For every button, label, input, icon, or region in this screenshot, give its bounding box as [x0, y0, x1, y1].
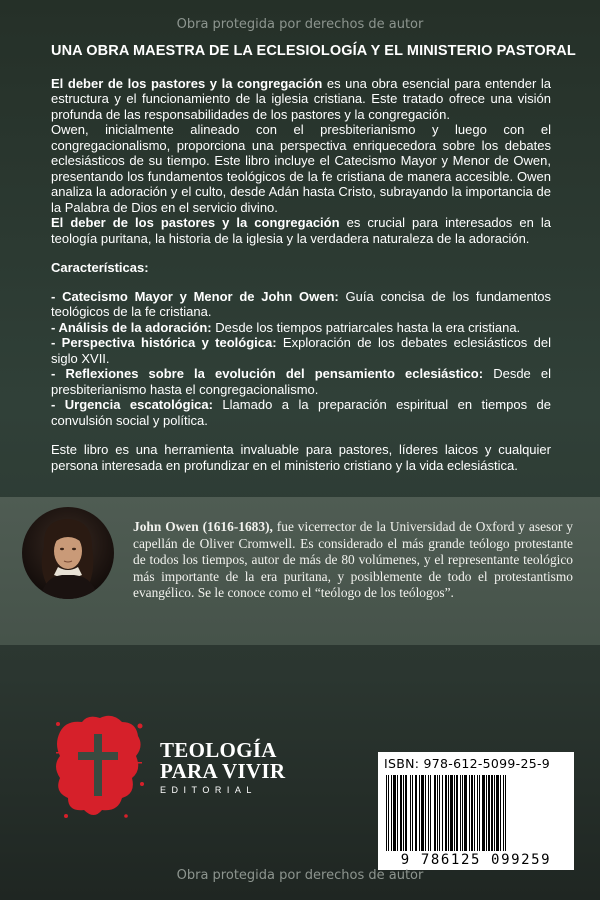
feature-item	[51, 397, 551, 428]
copyright-watermark-top: Obra protegida por derechos de autor	[176, 17, 424, 32]
feature-item	[51, 366, 551, 397]
relevance-paragraph	[51, 215, 551, 246]
publisher-line-2: PARA VIVIR	[160, 759, 286, 783]
publisher-logo-text	[160, 740, 285, 795]
author-name: John Owen (1616-1683),	[133, 519, 273, 534]
author-bio	[133, 519, 573, 602]
feature-label: - Perspectiva histórica y teológica:	[51, 335, 277, 350]
feature-text: Desde los tiempos patriarcales hasta la era cristiana.	[211, 319, 521, 335]
publisher-line-3: EDITORIAL	[160, 785, 257, 795]
publisher-logo-icon	[52, 712, 144, 822]
feature-label: - Reflexiones sobre la evolución del pensamiento eclesiástico:	[51, 366, 484, 381]
copyright-watermark-bottom: Obra protegida por derechos de autor	[176, 868, 424, 883]
feature-item	[51, 335, 551, 366]
closing-paragraph: Este libro es una herramienta invaluable para pastores, líderes laicos y cualquier persona interesada en profundizar en el ministerio cristiano y la vida eclesiástica.	[51, 442, 551, 473]
book-title-bold: El deber de los pastores y la congregación	[51, 75, 323, 91]
back-cover-description	[51, 43, 576, 473]
intro-text: es una obra esencial para entender la estructura y el funcionamiento de la iglesia cristiana. Este tratado ofrece una visión profunda de las responsabilidades de los pastores y la congregación.	[51, 75, 551, 122]
barcode-digits: 9 786125 099259	[400, 852, 552, 868]
feature-label: - Análisis de la adoración:	[51, 319, 212, 335]
author-bio-text: fue vicerrector de la Universidad de Oxford y asesor y capellán de Oliver Cromwell. Es considerado el más grande teólogo protestante de todos los tiempos, autor de más de 80 volúmenes, y el representante teológico más importante de la era puritana, y posiblemente de todo el protestantismo evangélico. Se le conoce como el “teólogo de los teólogos”.	[133, 519, 573, 600]
features-heading: Características:	[51, 260, 149, 275]
feature-text: Llamado a la preparación espiritual en tiempos de convulsión social y política.	[51, 397, 551, 428]
feature-item	[51, 289, 551, 320]
intro-paragraph	[51, 76, 551, 123]
feature-text: Guía concisa de los fundamentos teológicos de la fe cristiana.	[51, 288, 552, 319]
owen-paragraph: Owen, inicialmente alineado con el presbiterianismo y luego con el congregacionalismo, proporciona una perspectiva enriquecedora sobre los debates eclesiásticos de su tiempo. Este libro incluye el Catecismo Mayor y Menor de Owen, presentando los fundamentos teológicos de la fe cristiana de manera accesible. Owen analiza la adoración y el culto, desde Adán hasta Cristo, subrayando la importancia de la Palabra de Dios en el servicio divino.	[51, 122, 551, 215]
feature-label: - Urgencia escatológica:	[51, 397, 213, 412]
barcode-bars	[386, 775, 566, 851]
relevance-text: es crucial para interesados en la teología puritana, la historia de la iglesia y la verdadera naturaleza de la adoración.	[51, 215, 551, 246]
page-title: UNA OBRA MAESTRA DE LA ECLESIOLOGÍA Y EL MINISTERIO PASTORAL	[51, 43, 576, 59]
isbn-barcode	[378, 752, 574, 870]
feature-label: - Catecismo Mayor y Menor de John Owen:	[51, 288, 339, 304]
isbn-label: ISBN: 978-612-5099-25-9	[384, 756, 551, 771]
feature-text: Desde el presbiterianismo hasta el congregacionalismo.	[51, 366, 552, 397]
feature-text: Exploración de los debates eclesiásticos del siglo XVII.	[51, 335, 552, 366]
publisher-line-1: TEOLOGÍA	[160, 738, 277, 762]
book-title-bold-2: El deber de los pastores y la congregación	[51, 215, 340, 230]
author-portrait	[22, 507, 114, 599]
feature-item	[51, 320, 551, 336]
